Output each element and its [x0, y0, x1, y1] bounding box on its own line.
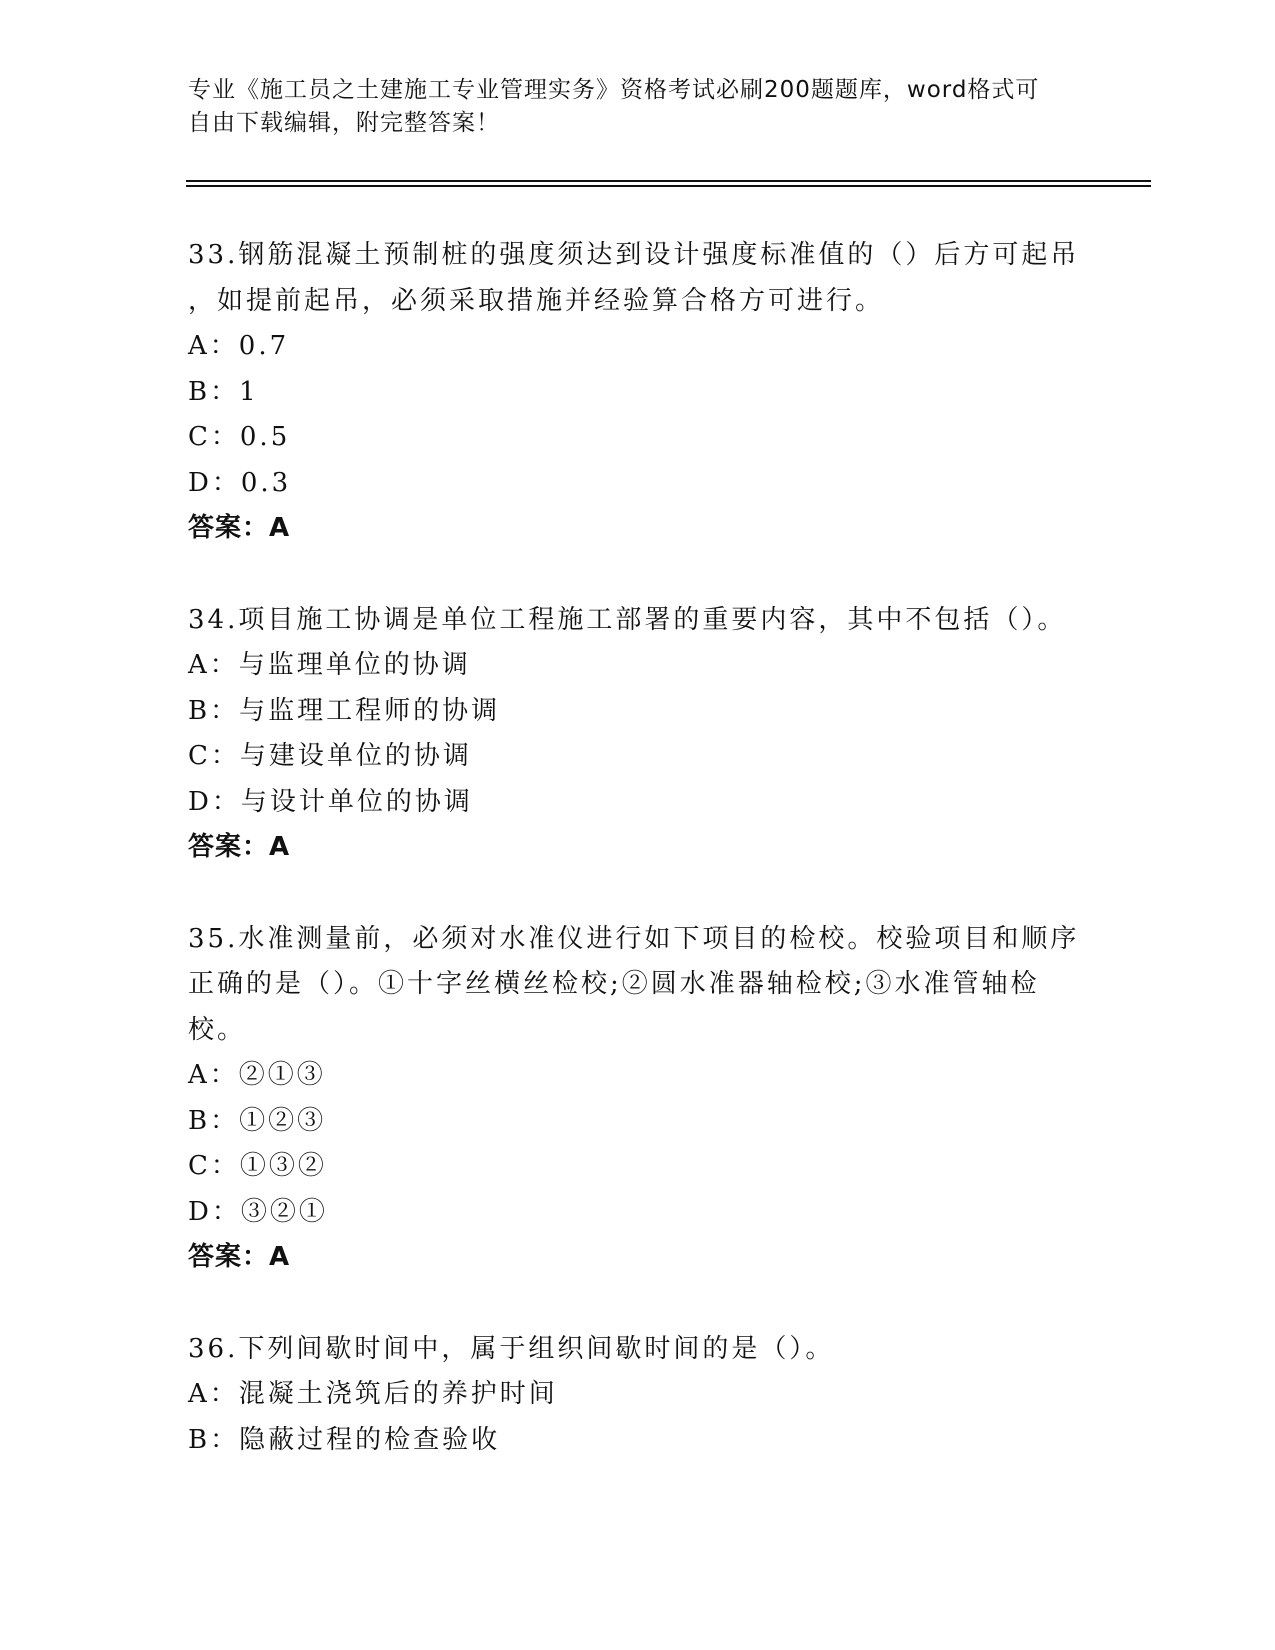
option-a: A：混凝土浇筑后的养护时间: [188, 1379, 558, 1409]
answer-line: 答案：A: [188, 1242, 291, 1272]
question-35: [188, 917, 1088, 1281]
header-divider-top: [186, 180, 1151, 182]
option-c: C：①③②: [188, 1151, 327, 1181]
header-line-2: 自由下载编辑，附完整答案！: [188, 110, 500, 136]
document-header: [188, 74, 1088, 140]
option-d: D：与设计单位的协调: [188, 786, 473, 817]
question-list: [188, 233, 1088, 1463]
question-stem-line: ，如提前起吊，必须采取措施并经验算合格方可进行。: [188, 285, 885, 316]
answer-line: 答案：A: [188, 832, 291, 862]
question-36: [188, 1327, 1088, 1464]
question-stem-line: 36.下列间歇时间中，属于组织间歇时间的是（）。: [188, 1333, 835, 1364]
option-a: A：0.7: [188, 331, 290, 361]
question-stem-line: 校。: [188, 1014, 247, 1045]
option-a: A：②①③: [188, 1060, 326, 1090]
question-34: [188, 598, 1088, 871]
option-c: C：与建设单位的协调: [188, 741, 472, 771]
question-stem-line: 正确的是（）。①十字丝横丝检校;②圆水准器轴检校;③水准管轴检: [188, 969, 1040, 999]
option-d: D：③②①: [188, 1196, 328, 1227]
option-d: D：0.3: [188, 467, 292, 498]
header-line-1: 专业《施工员之土建施工专业管理实务》资格考试必刷200题题库，word格式可: [188, 77, 1040, 103]
option-c: C：0.5: [188, 422, 291, 452]
question-stem-line: 35.水准测量前，必须对水准仪进行如下项目的检校。校验项目和顺序: [188, 923, 1080, 954]
question-stem-line: 33.钢筋混凝土预制桩的强度须达到设计强度标准值的（）后方可起吊: [188, 240, 1080, 270]
option-b: B：①②③: [188, 1105, 327, 1136]
question-stem-line: 34.项目施工协调是单位工程施工部署的重要内容，其中不包括（）。: [188, 604, 1067, 635]
option-b: B：1: [188, 376, 259, 407]
option-a: A：与监理单位的协调: [188, 650, 471, 680]
option-b: B：隐蔽过程的检查验收: [188, 1424, 501, 1455]
question-33: [188, 233, 1088, 552]
option-b: B：与监理工程师的协调: [188, 695, 501, 726]
header-divider-bottom: [186, 185, 1151, 187]
answer-line: 答案：A: [188, 513, 291, 543]
